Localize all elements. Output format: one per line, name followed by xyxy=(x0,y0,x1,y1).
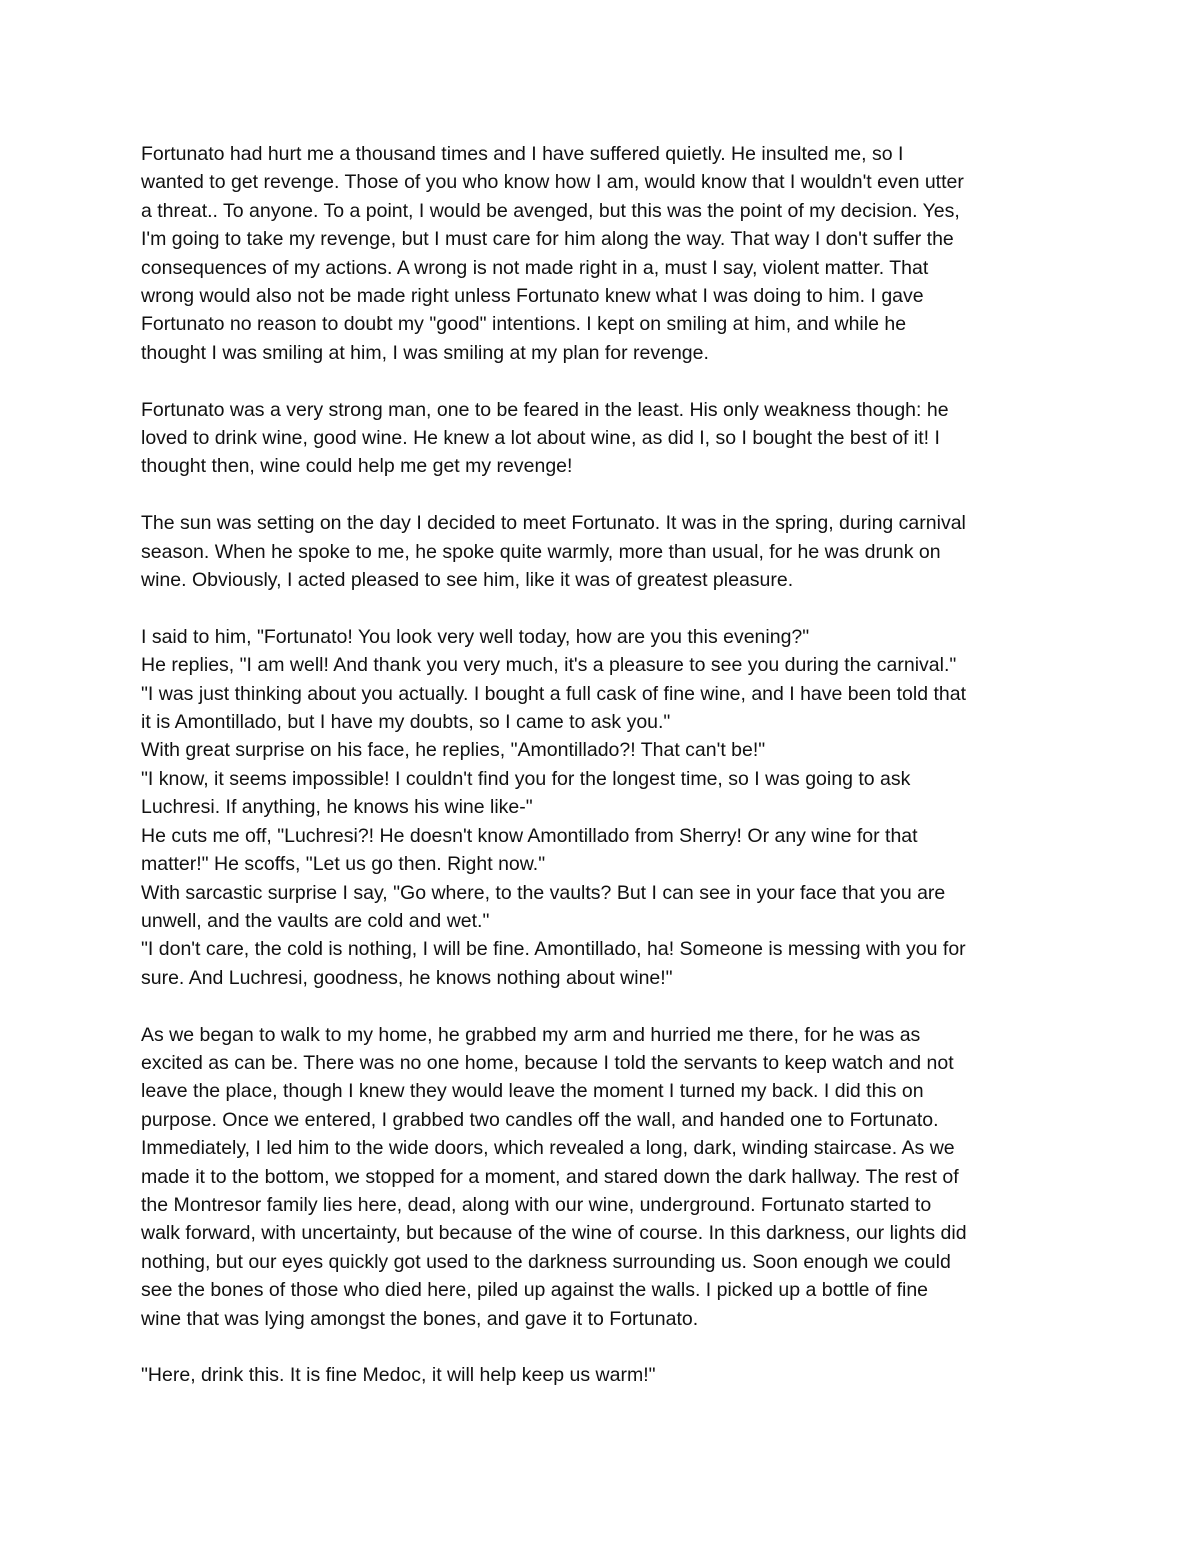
text-line: purpose. Once we entered, I grabbed two candles off the wall, and handed one to Fortunato. xyxy=(141,1108,939,1131)
text-line: wine that was lying amongst the bones, and gave it to Fortunato. xyxy=(141,1307,699,1330)
paragraph-6 xyxy=(141,1361,1066,1389)
text-line: Luchresi. If anything, he knows his wine like-" xyxy=(141,796,533,819)
text-line: wine. Obviously, I acted pleased to see him, like it was of greatest pleasure. xyxy=(141,569,794,592)
text-line: see the bones of those who died here, piled up against the walls. I picked up a bottle of fine xyxy=(141,1279,929,1302)
paragraph-3 xyxy=(141,509,1066,594)
text-line: "I don't care, the cold is nothing, I will be fine. Amontillado, ha! Someone is messing with you for xyxy=(141,938,966,961)
text-line: With sarcastic surprise I say, "Go where, to the vaults? But I can see in your face that you are xyxy=(141,881,946,904)
text-line: "I was just thinking about you actually. I bought a full cask of fine wine, and I have been told that xyxy=(141,682,966,705)
text-line: it is Amontillado, but I have my doubts, so I came to ask you." xyxy=(141,711,671,734)
text-line: excited as can be. There was no one home, because I told the servants to keep watch and not xyxy=(141,1051,954,1074)
text-line: wrong would also not be made right unless Fortunato knew what I was doing to him. I gave xyxy=(141,285,924,308)
text-line: the Montresor family lies here, dead, along with our wine, underground. Fortunato started to xyxy=(141,1193,932,1216)
text-line: thought then, wine could help me get my revenge! xyxy=(141,455,573,478)
text-line: unwell, and the vaults are cold and wet." xyxy=(141,909,490,932)
text-line: season. When he spoke to me, he spoke quite warmly, more than usual, for he was drunk on xyxy=(141,540,941,563)
text-line: nothing, but our eyes quickly got used to the darkness surrounding us. Soon enough we could xyxy=(141,1250,951,1273)
text-line: sure. And Luchresi, goodness, he knows nothing about wine!" xyxy=(141,966,673,989)
text-line: Fortunato had hurt me a thousand times and I have suffered quietly. He insulted me, so I xyxy=(141,143,904,165)
text-line: He cuts me off, "Luchresi?! He doesn't know Amontillado from Sherry! Or any wine for that xyxy=(141,824,918,847)
text-line: loved to drink wine, good wine. He knew a lot about wine, as did I, so I bought the best of it! I xyxy=(141,427,940,450)
text-line: consequences of my actions. A wrong is not made right in a, must I say, violent matter. That xyxy=(141,256,929,279)
paragraph-2 xyxy=(141,396,1066,481)
paragraph-4-dialogue xyxy=(141,623,1066,992)
paragraph-5 xyxy=(141,1021,1066,1333)
paragraph-1 xyxy=(141,140,1066,367)
document-page xyxy=(141,140,1066,1418)
text-line: Immediately, I led him to the wide doors, which revealed a long, dark, winding staircase. As we xyxy=(141,1137,955,1160)
text-line: With great surprise on his face, he replies, "Amontillado?! That can't be!" xyxy=(141,739,766,762)
text-line: The sun was setting on the day I decided to meet Fortunato. It was in the spring, during carnival xyxy=(141,512,966,535)
text-line: "Here, drink this. It is fine Medoc, it will help keep us warm!" xyxy=(141,1364,656,1387)
text-line: I'm going to take my revenge, but I must care for him along the way. That way I don't suffer the xyxy=(141,228,954,251)
text-line: As we began to walk to my home, he grabbed my arm and hurried me there, for he was as xyxy=(141,1023,921,1046)
text-line: leave the place, though I knew they would leave the moment I turned my back. I did this on xyxy=(141,1080,924,1103)
text-line: He replies, "I am well! And thank you very much, it's a pleasure to see you during the carnival." xyxy=(141,654,957,677)
text-line: Fortunato was a very strong man, one to be feared in the least. His only weakness though: he xyxy=(141,398,949,421)
text-line: matter!" He scoffs, "Let us go then. Right now." xyxy=(141,853,546,876)
text-line: Fortunato no reason to doubt my "good" intentions. I kept on smiling at him, and while he xyxy=(141,313,907,336)
text-line: I said to him, "Fortunato! You look very well today, how are you this evening?" xyxy=(141,625,810,648)
text-line: a threat.. To anyone. To a point, I would be avenged, but this was the point of my decision. Yes, xyxy=(141,199,960,222)
text-line: thought I was smiling at him, I was smiling at my plan for revenge. xyxy=(141,341,709,364)
text-line: walk forward, with uncertainty, but because of the wine of course. In this darkness, our lights did xyxy=(141,1222,967,1245)
text-line: wanted to get revenge. Those of you who know how I am, would know that I wouldn't even utter xyxy=(141,171,964,194)
text-line: "I know, it seems impossible! I couldn't find you for the longest time, so I was going to ask xyxy=(141,767,911,790)
text-line: made it to the bottom, we stopped for a moment, and stared down the dark hallway. The rest of xyxy=(141,1165,959,1188)
